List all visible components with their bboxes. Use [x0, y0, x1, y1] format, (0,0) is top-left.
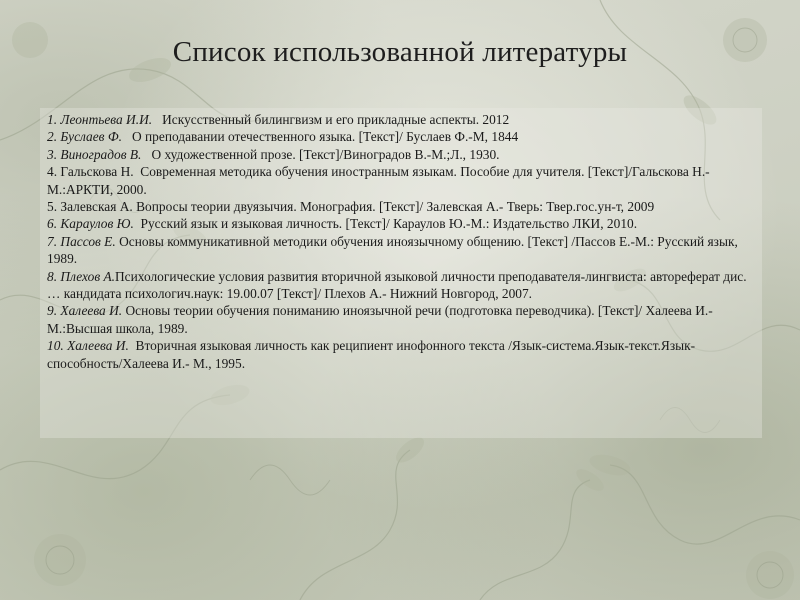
reference-item	[47, 337, 759, 372]
reference-text: Вопросы теории двуязычия. Монография. [Текст]/ Залевская А.- Тверь: Твер.гос.ун-т, 2009	[136, 199, 655, 215]
reference-author: Халеева И.	[60, 303, 123, 319]
slide-title: Список использованной литературы	[172, 36, 628, 68]
reference-number: 4.	[47, 164, 58, 180]
reference-text: Русский язык и языковая личность. [Текст]/ Караулов Ю.-М.: Издательство ЛКИ, 2010.	[140, 216, 638, 232]
reference-author: Плехов А.	[60, 268, 116, 284]
reference-number: 10.	[47, 338, 64, 354]
reference-number: 8.	[47, 268, 58, 284]
reference-text: Основы коммуникативной методики обучения иноязычному общению. [Текст] /Пассов Е.-М.: Русский язык, 1989.	[47, 233, 738, 267]
reference-item	[47, 163, 759, 198]
reference-number: 7.	[47, 233, 58, 249]
reference-text: Современная методика обучения иностранным языкам. Пособие для учителя. [Текст]/Гальскова Н.-М.:АРКТИ, 2000.	[47, 164, 710, 197]
reference-author: Караулов Ю.	[60, 216, 134, 232]
reference-text: О художественной прозе. [Текст]/Виноградов В.-М.;Л., 1930.	[151, 146, 500, 162]
reference-item	[47, 146, 759, 163]
reference-number: 2.	[47, 129, 58, 145]
reference-item	[47, 111, 759, 128]
reference-item	[47, 233, 759, 268]
reference-author: Залевская А.	[60, 199, 133, 215]
reference-item	[47, 128, 759, 145]
reference-text: Вторичная языковая личность как реципиент инофонного текста /Язык-система.Язык-текст.Язык-способность/Халеева И.- М., 1995.	[47, 338, 696, 371]
reference-author: Виноградов В.	[60, 146, 142, 162]
reference-author: Леонтьева И.И.	[60, 112, 153, 127]
reference-text: Основы теории обучения пониманию иноязычной речи (подготовка переводчика). [Текст]/ Халеева И.- М.:Высшая школа, 1989.	[47, 303, 713, 336]
reference-number: 3.	[47, 146, 58, 162]
reference-text: Искусственный билингвизм и его прикладные аспекты. 2012	[162, 112, 510, 127]
reference-author: Гальскова Н.	[60, 164, 134, 180]
reference-item	[47, 215, 759, 232]
reference-author: Буслаев Ф.	[60, 129, 122, 145]
reference-author: Халеева И.	[67, 338, 129, 354]
reference-number: 6.	[47, 216, 58, 232]
reference-number: 5.	[47, 199, 58, 215]
reference-item	[47, 268, 759, 303]
reference-item	[47, 302, 759, 337]
reference-text: О преподавании отечественного языка. [Текст]/ Буслаев Ф.-М, 1844	[132, 129, 519, 145]
reference-author: Пассов Е.	[60, 233, 116, 249]
reference-item	[47, 198, 759, 215]
reference-text: Психологические условия развития вторичной языковой личности преподавателя-лингвиста: автореферат дис. … кандидата психологич.наук: 19.00.07 [Текст]/ Плехов А.- Нижний Новгород, 2007.	[47, 268, 747, 302]
reference-number: 9.	[47, 303, 58, 319]
reference-list	[47, 111, 759, 372]
reference-number: 1.	[47, 112, 58, 127]
